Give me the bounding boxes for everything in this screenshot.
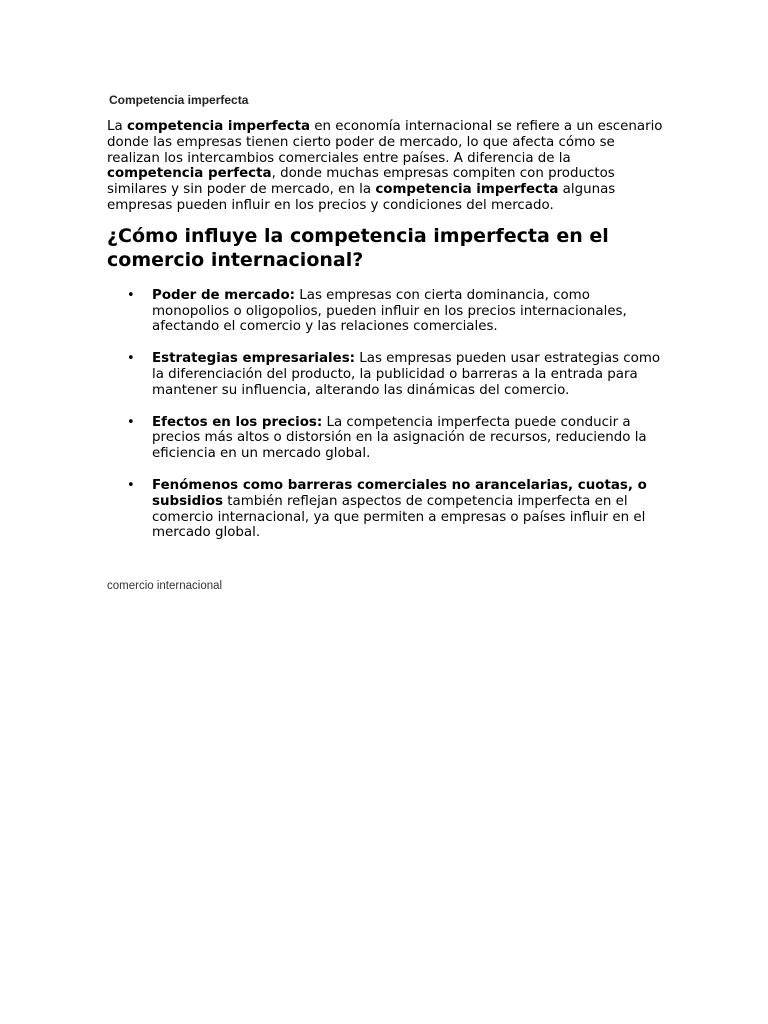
bullet-text: Las empresas con cierta dominancia, como monopolios o oligopolios, pueden influir en los precios internacionales, afectando el comercio y las relaciones comerciales.	[152, 287, 627, 335]
intro-text-2: en economía internacional se refiere a un escenario donde las empresas tienen cierto poder de mercado, lo que afecta cómo se realizan los intercambios comerciales entre países. A diferencia de la	[107, 119, 663, 166]
list-item	[107, 288, 667, 335]
bullet-term: Fenómenos como barreras comerciales no arancelarias, cuotas, o subsidios	[152, 477, 647, 509]
footer-tag: comercio internacional	[107, 580, 223, 592]
bullet-icon: •	[127, 351, 135, 367]
intro-bold-2: competencia perfecta	[107, 166, 272, 182]
bullet-text: La competencia imperfecta puede conducir a precios más altos o distorsión en la asignación de recursos, reduciendo la eficiencia en un mercado global.	[152, 414, 647, 462]
intro-bold-1: competencia imperfecta	[126, 119, 311, 134]
bullet-text: Las empresas pueden usar estrategias como la diferenciación del producto, la publicidad o barreras a la entrada para mantener su influencia, alterando las dinámicas del comercio.	[152, 351, 661, 398]
intro-text-1: La	[107, 119, 127, 134]
bullet-icon: •	[127, 477, 135, 493]
bullet-icon: •	[127, 414, 135, 430]
intro-text-3: , donde muchas empresas compiten con productos similares y sin poder de mercado, en la	[107, 166, 615, 198]
section-heading: ¿Cómo influye la competencia imperfecta en el comercio internacional?	[107, 224, 609, 271]
intro-paragraph	[107, 119, 667, 214]
bullet-list	[107, 288, 667, 541]
intro-bold-3: competencia imperfecta	[375, 182, 559, 198]
bullet-text: también reflejan aspectos de competencia imperfecta en el comercio internacional, ya que permiten a empresas o países influir en el mercado global.	[152, 493, 646, 541]
list-item	[107, 351, 667, 398]
document-title: Competencia imperfecta	[109, 93, 249, 107]
list-item	[107, 478, 667, 541]
list-item	[107, 415, 667, 462]
bullet-icon: •	[127, 287, 135, 303]
document-page	[107, 92, 667, 557]
intro-text-4: algunas empresas pueden influir en los precios y condiciones del mercado.	[107, 182, 616, 213]
bullet-term: Poder de mercado:	[152, 287, 296, 303]
bullet-term: Estrategias empresariales:	[152, 351, 356, 367]
bullet-term: Efectos en los precios:	[152, 414, 323, 430]
